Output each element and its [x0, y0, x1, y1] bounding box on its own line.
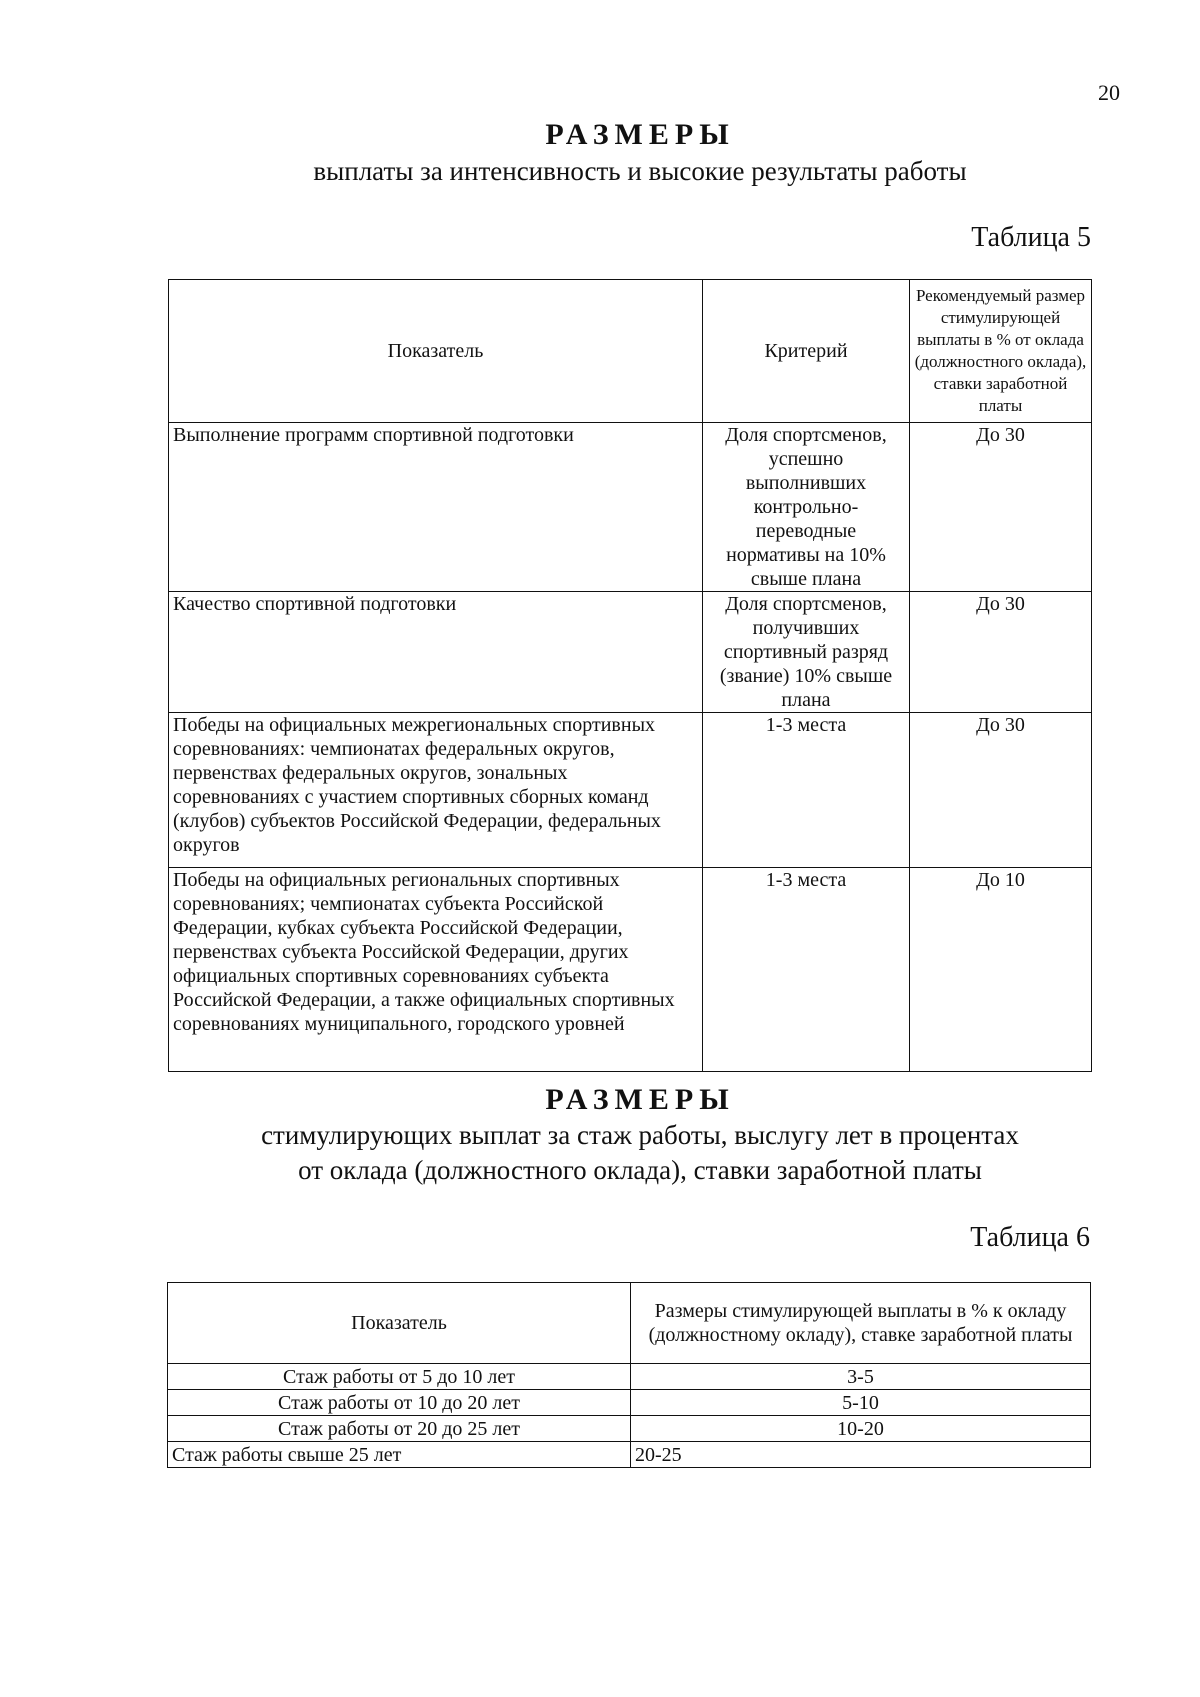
table5-label: Таблица 5: [971, 222, 1091, 253]
row-indicator: Стаж работы свыше 25 лет: [168, 1442, 631, 1468]
table-row: [168, 1416, 1091, 1442]
header-size: Размеры стимулирующей выплаты в % к окладу (должностному окладу), ставке заработной платы: [631, 1283, 1091, 1364]
row-value: До 30: [910, 423, 1092, 592]
row-indicator: Качество спортивной подготовки: [169, 592, 703, 713]
row-value: 10-20: [631, 1416, 1091, 1442]
table-row: [168, 1442, 1091, 1468]
table-5: [168, 279, 1092, 1072]
table-6: [167, 1282, 1091, 1468]
table-row: [169, 423, 1092, 592]
row-value: До 10: [910, 868, 1092, 1072]
row-indicator: Победы на официальных региональных спортивных соревнованиях; чемпионатах субъекта Российской Федерации, кубках субъекта Российской Федерации, первенствах субъекта Российской Федерации, других официальных спортивных соревнованиях субъекта Российской Федерации, а также официальных спортивных соревнованиях муниципального, городского уровней: [169, 868, 703, 1072]
row-value: До 30: [910, 713, 1092, 868]
row-criterion: 1-3 места: [703, 868, 910, 1072]
row-value: До 30: [910, 592, 1092, 713]
row-indicator: Выполнение программ спортивной подготовки: [169, 423, 703, 592]
row-indicator: Стаж работы от 10 до 20 лет: [168, 1390, 631, 1416]
row-criterion: 1-3 места: [703, 713, 910, 868]
row-value: 3-5: [631, 1364, 1091, 1390]
table5-header-row: [169, 280, 1092, 423]
table-row: [169, 713, 1092, 868]
table6-label: Таблица 6: [970, 1222, 1090, 1253]
page-number: 20: [1098, 80, 1120, 105]
table-row: [168, 1364, 1091, 1390]
table-row: [169, 592, 1092, 713]
section1-heading: РАЗМЕРЫ: [545, 118, 735, 151]
section2-subtitle-line1: стимулирующих выплат за стаж работы, выслугу лет в процентах: [261, 1120, 1019, 1150]
table-row: [168, 1390, 1091, 1416]
section1-subtitle: выплаты за интенсивность и высокие результаты работы: [313, 156, 967, 186]
row-value: 20-25: [631, 1442, 1091, 1468]
table6-header-row: [168, 1283, 1091, 1364]
header-recommended: Рекомендуемый размер стимулирующей выплаты в % от оклада (должностного оклада), ставки заработной платы: [910, 280, 1092, 423]
row-value: 5-10: [631, 1390, 1091, 1416]
row-indicator: Победы на официальных межрегиональных спортивных соревнованиях: чемпионатах федеральных округов, первенствах федеральных округов, зональных соревнованиях с участием спортивных сборных команд (клубов) субъектов Российской Федерации, федеральных округов: [169, 713, 703, 868]
header-indicator: Показатель: [169, 280, 703, 423]
row-indicator: Стаж работы от 5 до 10 лет: [168, 1364, 631, 1390]
section2-subtitle-line2: от оклада (должностного оклада), ставки заработной платы: [298, 1155, 982, 1185]
header-criterion: Критерий: [703, 280, 910, 423]
section2-heading: РАЗМЕРЫ: [545, 1083, 735, 1116]
row-indicator: Стаж работы от 20 до 25 лет: [168, 1416, 631, 1442]
row-criterion: Доля спортсменов, получивших спортивный разряд (звание) 10% свыше плана: [703, 592, 910, 713]
row-criterion: Доля спортсменов, успешно выполнивших контрольно-переводные нормативы на 10% свыше плана: [703, 423, 910, 592]
header-indicator: Показатель: [168, 1283, 631, 1364]
table-row: [169, 868, 1092, 1072]
